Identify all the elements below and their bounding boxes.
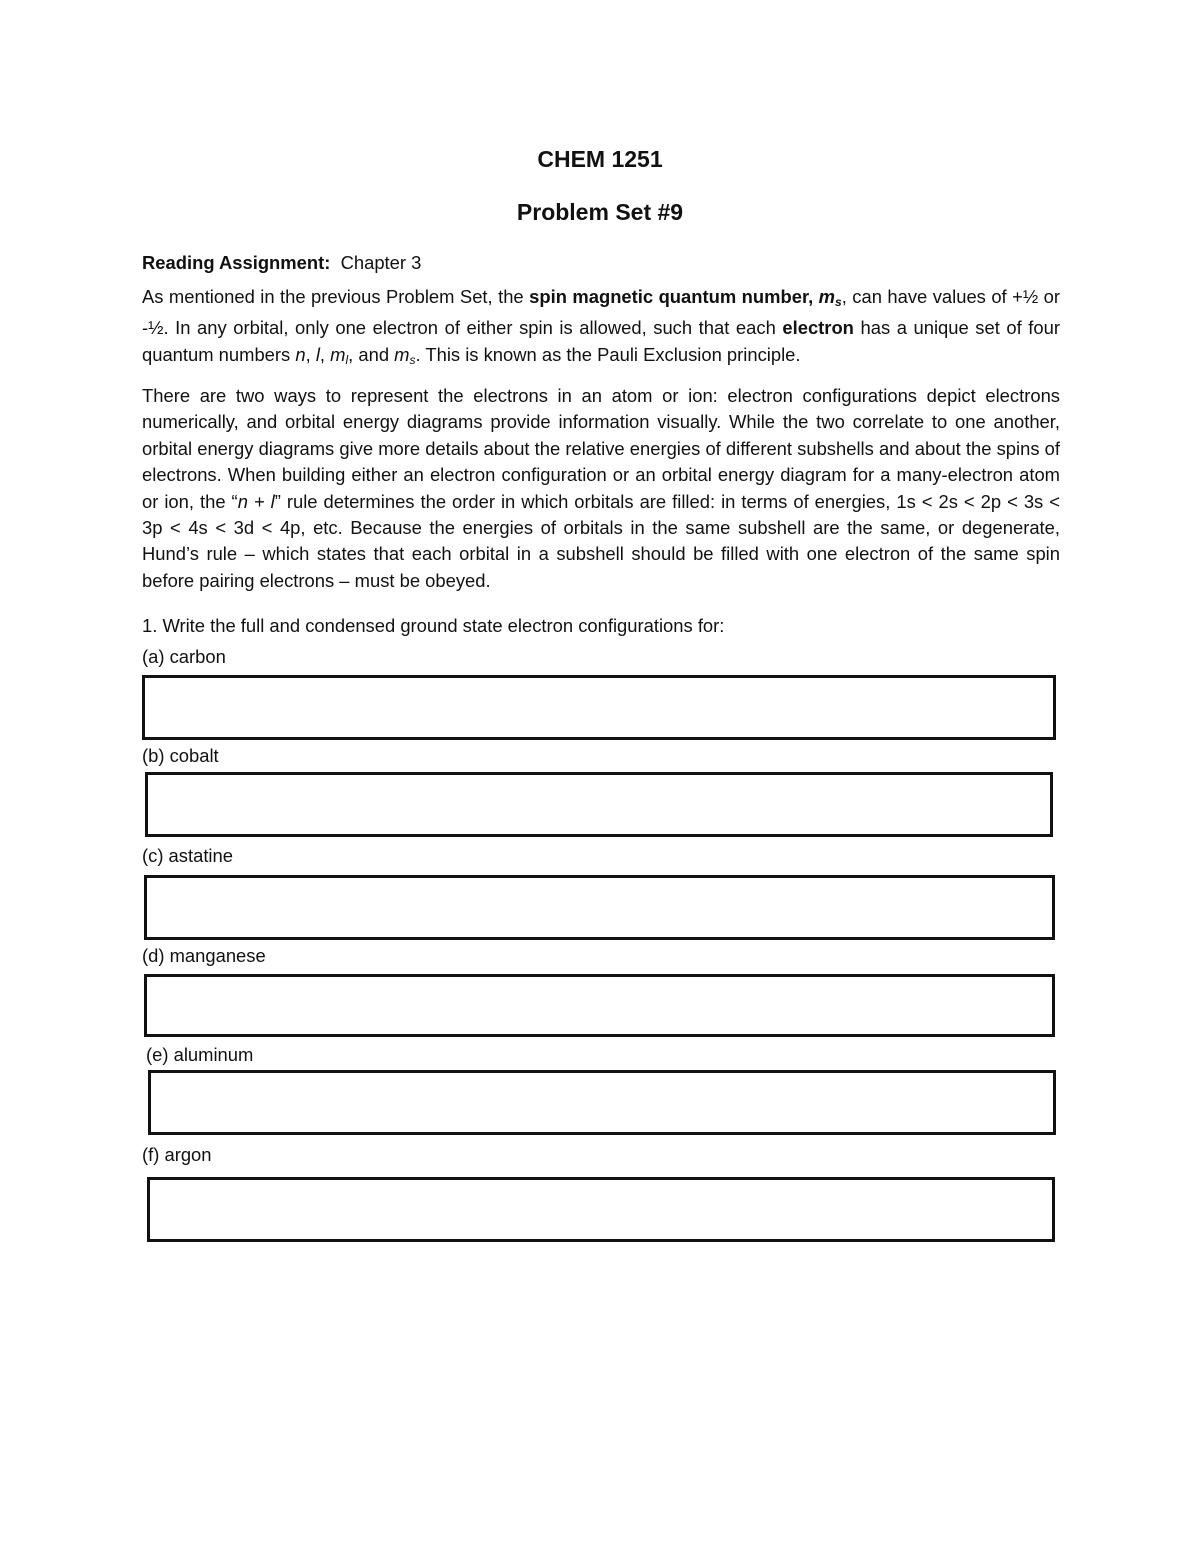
intro-text: , <box>319 343 331 365</box>
part-f-label: (f) argon <box>142 1144 212 1165</box>
intro-text: , <box>808 286 819 307</box>
answer-box-carbon[interactable] <box>142 675 1056 740</box>
intro-paragraph <box>142 284 1060 373</box>
reading-assignment-value: Chapter 3 <box>340 252 422 273</box>
answer-box-astatine[interactable] <box>144 875 1055 940</box>
spin-term: spin magnetic quantum number <box>529 286 809 307</box>
part-d-label: (d) manganese <box>142 945 266 966</box>
intro-text: has a unique set of four quantum numbers <box>142 317 1060 365</box>
intro-text: As mentioned in the previous Problem Set, the <box>142 286 530 307</box>
intro-text: . This is known as the Pauli Exclusion principle. <box>415 343 801 365</box>
answer-box-manganese[interactable] <box>144 974 1055 1037</box>
answer-box-argon[interactable] <box>147 1177 1055 1242</box>
explanation-text: There are two ways to represent the electrons in an atom or ion: electron configurations depict electrons numerically, and orbital energy diagrams provide information visually. While the two correlate to one another, orbital energy diagrams give more details about the relative energies of different subshells and about the spins of electrons. When building either an electron configuration or an orbital energy diagram for a many-electron atom or ion, the “ <box>142 385 1060 512</box>
part-c-label: (c) astatine <box>142 845 233 866</box>
n-symbol: n <box>295 343 306 365</box>
reading-assignment <box>142 250 1060 276</box>
intro-text: , can have values of +½ or -½. In any orbital, only one electron of either spin is allowed, such that each <box>142 286 1060 339</box>
answer-box-aluminum[interactable] <box>148 1070 1056 1135</box>
intro-text: , and <box>348 343 395 365</box>
ms-symbol: m <box>394 343 410 365</box>
problem-set-title: Problem Set #9 <box>516 199 684 225</box>
reading-assignment-label: Reading Assignment: <box>142 252 331 273</box>
ms-subscript: s <box>409 352 416 367</box>
question-1-prompt: 1. Write the full and condensed ground state electron configurations for: <box>142 615 725 636</box>
electron-term: electron <box>782 317 854 339</box>
part-e-label: (e) aluminum <box>146 1044 254 1065</box>
course-title: CHEM 1251 <box>537 146 663 172</box>
l-symbol: l <box>315 343 320 365</box>
ml-subscript: l <box>345 352 349 367</box>
ml-symbol: m <box>330 343 346 365</box>
part-b-label: (b) cobalt <box>142 745 219 766</box>
n-plus-l-rule: n + l <box>237 490 275 512</box>
explanation-paragraph <box>142 383 1060 594</box>
ms-symbol: m <box>818 286 836 307</box>
answer-box-cobalt[interactable] <box>145 772 1053 837</box>
explanation-text: ” rule determines the order in which orbitals are filled: in terms of energies, 1s < 2s < 2p < 3s < 3p < 4s < 3d < 4p, etc. Because the energies of orbitals in the same subshell are the same, or degenerate, Hund’s rule – which states that each orbital in a subshell should be filled with one electron of the same spin before pairing electrons – must be obeyed. <box>142 490 1060 591</box>
intro-text: , <box>305 343 316 365</box>
ms-subscript: s <box>835 295 842 309</box>
part-a-label: (a) carbon <box>142 646 226 667</box>
